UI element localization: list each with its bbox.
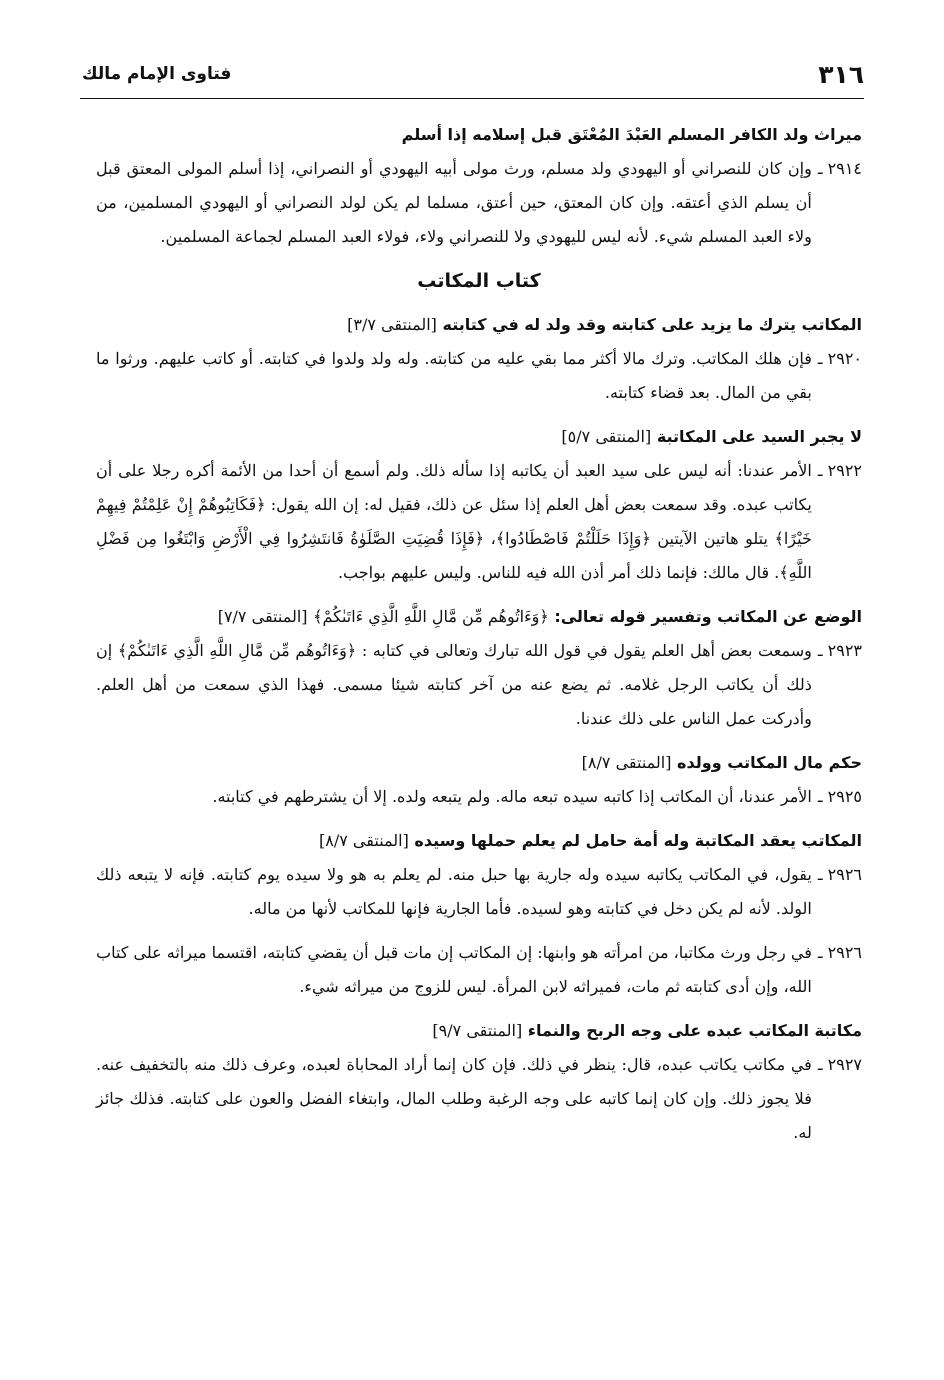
section-heading-text: حكم مال المكاتب وولده <box>677 753 862 772</box>
fatwa-entry <box>96 858 862 926</box>
entry-number: ٢٩٢٣ ـ <box>817 641 862 660</box>
fatwa-entry <box>96 780 862 814</box>
quran-verse: ﴿وَءَاتُوهُم مِّن مَّالِ اللَّهِ الَّذِي ءَاتَىٰكُمْ﴾ <box>313 607 549 626</box>
section-heading <box>96 118 862 152</box>
source-reference: [المنتقى ٣/٧] <box>347 315 437 334</box>
entry-text: الأمر عندنا، أن المكاتب إذا كاتبه سيده تبعه ماله. ولم يتبعه ولده. إلا أن يشترطهم في كتابته. <box>212 787 812 806</box>
section-heading <box>96 308 862 342</box>
entry-number: ٢٩٢٢ ـ <box>817 461 862 480</box>
entry-text: يقول، في المكاتب يكاتبه سيده وله جارية بها حبل منه. لم يعلم به هو ولا سيده يوم كتابته. فإنه لا يتبعه ذلك الولد. لأنه لم يكن دخل في كتابته وهو لسيده. فأما الجارية فإنها للمكاتب لأنها من ماله. <box>96 865 812 918</box>
running-title: فتاوى الإمام مالك <box>82 64 232 84</box>
fatwa-entry <box>96 454 862 590</box>
page-number: ٣١٦ <box>818 59 864 89</box>
entry-text: في مكاتب يكاتب عبده، قال: ينظر في ذلك. فإن كان إنما أراد المحاباة لعبده، وعرف ذلك منه بالتخفيف عنه. فلا يجوز ذلك. وإن كان إنما كاتبه على وجه الرغبة وطلب المال، وابتغاء الفضل والعون على كتابته. فذلك جائز له. <box>96 1055 812 1142</box>
section-heading <box>96 1014 862 1048</box>
fatwa-entry <box>96 1048 862 1150</box>
section-heading-text: المكاتب يترك ما يزيد على كتابته وقد ولد له في كتابته <box>442 315 862 334</box>
source-reference: [المنتقى ٧/٧] <box>217 607 308 626</box>
section-heading-text: لا يجبر السيد على المكاتبة <box>656 427 862 446</box>
section-heading <box>96 600 862 634</box>
fatwa-entry <box>96 342 862 410</box>
fatwa-entry <box>96 936 862 1004</box>
section-heading <box>96 420 862 454</box>
page-header <box>82 56 864 92</box>
section-heading-text: ميراث ولد الكافر المسلم العَبْدَ المُعْتَق قبل إسلامه إذا أسلم <box>401 125 862 144</box>
section-heading-text: المكاتب يعقد المكاتبة وله أمة حامل لم يعلم حملها وسيده <box>414 831 862 850</box>
entry-text: فإن هلك المكاتب. وترك مالا أكثر مما بقي عليه من كتابته. وله ولد ولدوا في كتابته. أو كاتب عليهم. ورثوا ما بقي من المال. بعد قضاء كتابته. <box>96 349 812 402</box>
section-heading <box>96 746 862 780</box>
section-heading-text: الوضع عن المكاتب وتفسير قوله تعالى: <box>554 607 862 626</box>
source-reference: [المنتقى ٥/٧] <box>561 427 652 446</box>
entry-text: وإن كان للنصراني أو اليهودي ولد مسلم، ورث مولى أبيه اليهودي أو النصراني، إذا أسلم المولى المعتق قبل أن يسلم الذي أعتقه. وإن كان المعتق، حين أعتق، مسلما لم يكن لولد النصراني أو اليهودي المسلمين، من ولاء العبد المسلم شيء. لأنه ليس لليهودي ولا للنصراني ولاء، فولاء العبد المسلم لجماعة المسلمين. <box>96 159 812 246</box>
book-title: كتاب المكاتب <box>417 270 541 292</box>
section-heading <box>96 824 862 858</box>
page-body <box>96 114 862 1160</box>
entry-text: الأمر عندنا: أنه ليس على سيد العبد أن يكاتبه إذا سأله ذلك. ولم أسمع أن أحدا من الأئمة أكره رجلا على أن يكاتب عبده. وقد سمعت بعض أهل العلم إذا سئل عن ذلك، فقيل له: إن الله يقول: ﴿فَكَاتِبُوهُمْ إِنْ عَلِمْتُمْ فِيهِمْ خَيْرًا﴾ يتلو هاتين الآيتين ﴿وَإِذَا حَلَلْتُمْ فَاصْطَادُوا﴾، ﴿فَإِذَا قُضِيَتِ الصَّلَوٰةُ فَانتَشِرُوا فِي الْأَرْضِ وَابْتَغُوا مِن فَضْلِ اللَّهِ﴾. قال مالك: فإنما ذلك أمر أذن الله فيه للناس. وليس عليهم بواجب. <box>96 461 812 582</box>
entry-number: ٢٩٢٠ ـ <box>817 349 862 368</box>
entry-number: ٢٩٢٦ ـ <box>817 865 862 884</box>
section-heading-text: مكاتبة المكاتب عبده على وجه الربح والنماء <box>527 1021 862 1040</box>
fatwa-entry <box>96 634 862 736</box>
entry-text: في رجل ورث مكاتبا، من امرأته هو وابنها: إن المكاتب إن مات قبل أن يقضي كتابته، اقتسما ميراثه على كتاب الله، وإن أدى كتابته ثم مات، فميراثه لابن المرأة. ليس للزوج من ميراثه شيء. <box>96 943 812 996</box>
source-reference: [المنتقى ٨/٧] <box>581 753 672 772</box>
entry-number: ٢٩٢٦ ـ <box>817 943 862 962</box>
entry-text: وسمعت بعض أهل العلم يقول في قول الله تبارك وتعالى في كتابه : ﴿وَءَاتُوهُم مِّن مَّالِ اللَّهِ الَّذِي ءَاتَىٰكُمْ﴾ إن ذلك أن يكاتب الرجل غلامه. ثم يضع عنه من آخر كتابته شيئا مسمى. فهذا الذي سمعت من أهل العلم. وأدركت عمل الناس على ذلك عندنا. <box>96 641 812 728</box>
source-reference: [المنتقى ٨/٧] <box>319 831 409 850</box>
fatwa-entry <box>96 152 862 254</box>
entry-number: ٢٩٢٥ ـ <box>817 787 862 806</box>
entry-number: ٢٩٢٧ ـ <box>817 1055 862 1074</box>
source-reference: [المنتقى ٩/٧] <box>432 1021 523 1040</box>
entry-number: ٢٩١٤ ـ <box>817 159 862 178</box>
header-rule <box>80 98 864 99</box>
